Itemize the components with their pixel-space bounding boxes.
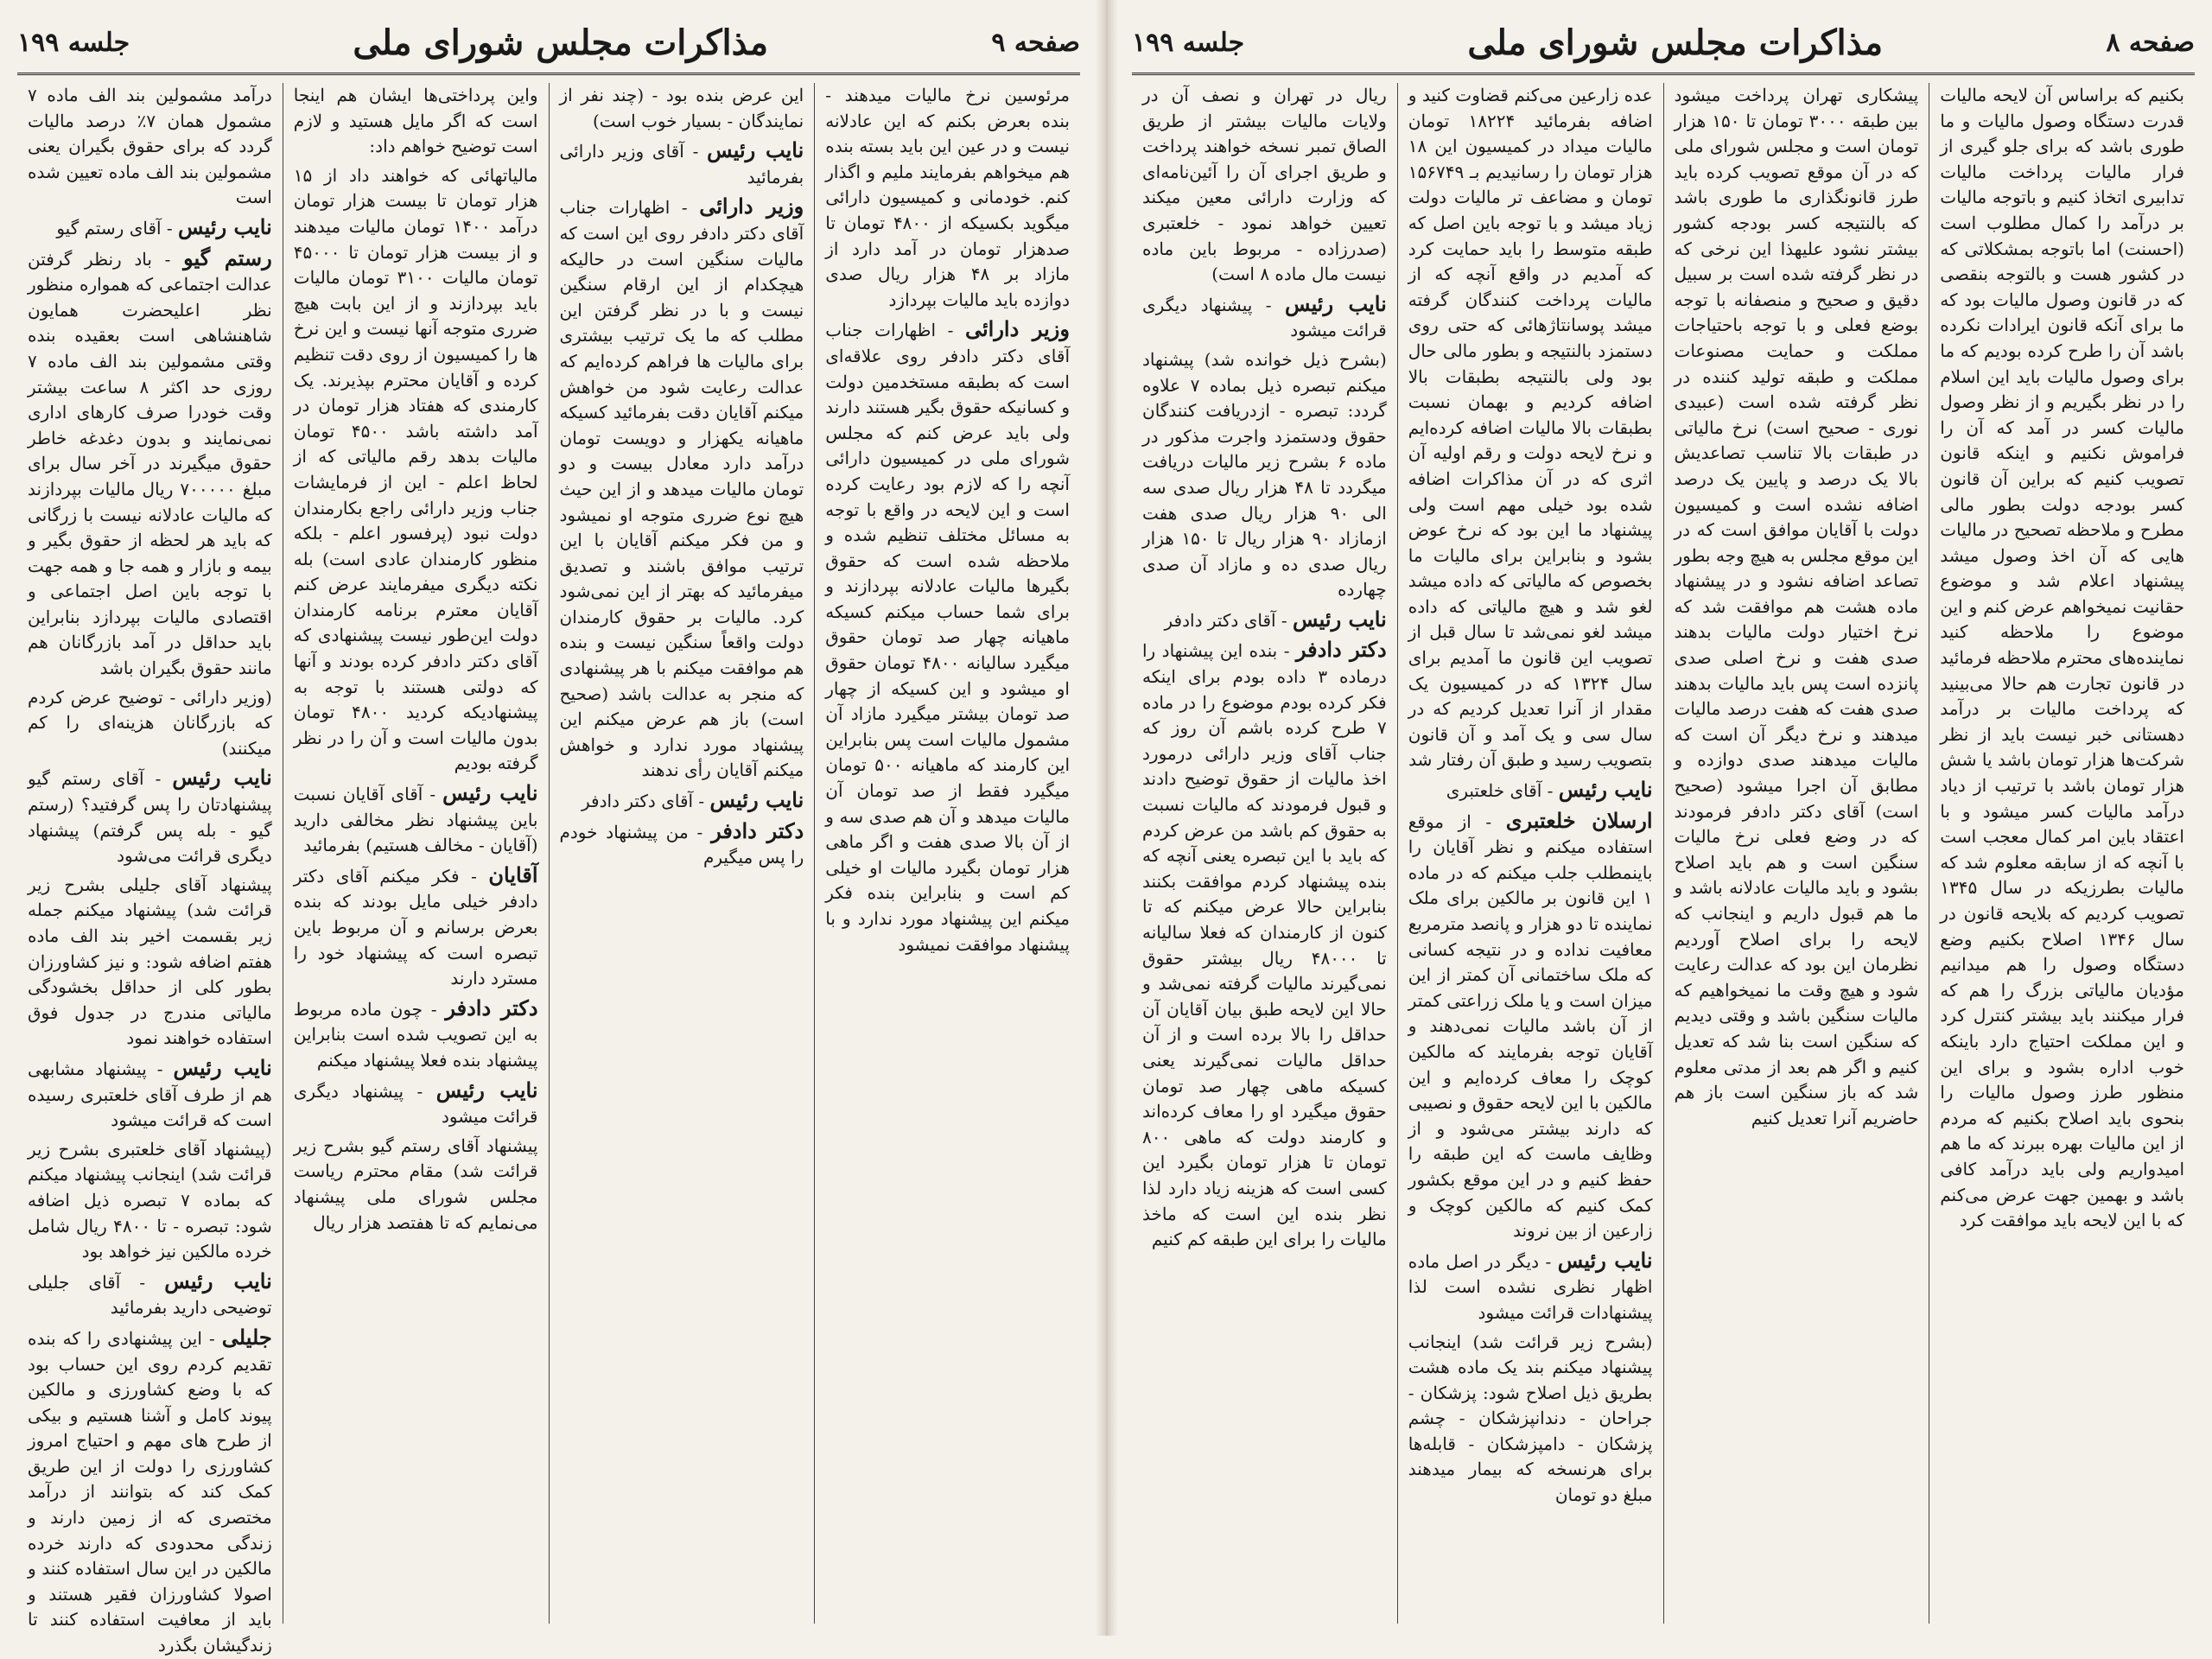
speaker-name: نایب رئیس	[178, 213, 272, 239]
paragraph-text: بکنیم که براساس آن لایحه مالیات قدرت دستگاه وصول مالیات و ما طوری باشد که برای جلو گیری از فرار مالیات پرداخت مالیات تدابیری اتخاذ کنیم و باتوجه مالیات بر درآمد را کمال مطلوب است (احسنت) اما باتوجه بمشکلاتی که در کشور هست و بالتوجه بنقصی که در قانون وصول مالیات بود که ما برای آنکه قانون ایرادات نکرده باشد آن را طرح کرده بودیم که ما برای وصول مالیات باید این اسلام را در نظر بگیریم و از نظر وصول مالیات کسر در آمد که آن را فراموش نکنیم و اینکه قانون تصویب کنیم که براین آن قانون کسر بودجه دولت بطور مالی مطرح و ملاحظه تصحیح در مالیات هایی که آن اخذ وصول میشد پیشنهاد اعلام شد و موضوع حقانیت نمیخواهم عرض کنم و این موضوع را ملاحظه کنید نماینده‌های محترم ملاحظه فرمائید در قانون تجارت هم حالا می‌بینید که پرداخت مالیات بر درآمد دهستانی خبر نیست باید از نظر شرکت‌ها هزار تومان باشد یا شش هزار تومان باشد با ترتیب از دیاد درآمد مالیات کسر میشود و با اعتقاد باین امر کمال معجب است با آنچه که از سابقه معلوم شد که مالیات بطرزیکه در سال ۱۳۴۵ تصویب کردیم که بلایحه قانون در سال ۱۳۴۶ اصلاح بکنیم وضع دستگاه وصول را هم میدانیم مؤدیان مالیاتی بزرگ را هم که فرار میکنند باید بیشتر کنترل کرد و این مملکت احتیاج دارد باینکه خوب اداره بشود و برای این منظور طرز وصول مالیات را بنحوی باید اصلاح بکنیم که مردم از این مالیات بهره ببرند که ما هم امیدواریم ولی باید درآمد کافی باشد و بهمین جهت عرض می‌کنم که با این لایحه باید موافقت کرد	[1940, 85, 2185, 1231]
text-column	[1929, 83, 2195, 1624]
paragraph	[1142, 607, 1387, 634]
paragraph	[1142, 83, 1387, 288]
paragraph	[1142, 637, 1387, 1252]
paragraph-text: - دیگر در اصل ماده اظهار نظری نشده است لذا پیشنهادات قرائت میشود	[1408, 1250, 1653, 1323]
paragraph-text: - آقای وزیر دارائی بفرمائید	[559, 141, 804, 188]
speaker-name: نایب رئیس	[1557, 1247, 1653, 1273]
paragraph-text: - باد رنظر گرفتن عدالت اجتماعی که همواره منظور نظر اعلیحضرت همایون شاهنشاهی است بعقیده بنده وقتی مشمولین بند الف ماده ۷ روزی حد اکثر ۸ ساعت بیشتر وقت خودرا صرف کارهای اداری نمی‌نمایند و بدون دغدغه خاطر حقوق میگیرند در آخر سال برای مبلغ ۷۰۰۰۰۰ ریال مالیات بپردازند که مالیات عادلانه نیست با زرگانی که باید هر لحظه از حقوق بگیر و بیمه و بازار و همه جا و همه جهت با توجه باین اصل اجتماعی و اقتصادی مالیات بپردازد بنابراین باید حداقل در آمد بازرگانان هم مانند حقوق بگیران باشد	[28, 248, 272, 679]
paragraph-text: ریال در تهران و نصف آن در ولایات مالیات بیشتر از طریق الصاق تمبر نسخه خواهند پرداخت و طریق اجرای آن را آئین‌نامه‌ای که وزارت دارائی معین میکند تعیین خواهد نمود - خلعتبری (صدرزاده - مربوط باین ماده نیست مال ماده ۸ است)	[1142, 85, 1387, 285]
paragraph	[1142, 347, 1387, 603]
paragraph-text: - آقای دکتر دادفر	[1164, 609, 1287, 631]
text-columns	[17, 83, 1080, 1656]
paragraph	[294, 780, 538, 859]
paragraph-text: (وزیر دارائی - توضیح عرض کردم که بازرگانان هزینه‌ای را کم میکنند)	[28, 686, 272, 759]
paragraph	[1675, 83, 1919, 1131]
paragraph	[560, 137, 804, 190]
text-column	[1132, 83, 1397, 1624]
paragraph-text: واین پرداختی‌ها ایشان هم اینجا است که اگر مایل هستید و لازم است توضیح خواهم داد:	[293, 85, 538, 157]
page-number: صفحه ۹	[991, 27, 1080, 58]
text-column	[283, 83, 549, 1624]
paragraph	[28, 1268, 272, 1321]
paragraph-text: پیشنهاد آقای جلیلی بشرح زیر قرائت شد) پیشنهاد میکنم جمله زیر بقسمت اخیر بند الف ماده هفتم اضافه شود: و نیز کشاورزان بطور کلی از حداقل بخشودگی مالیاتی مندرج در جدول فوق استفاده خواهند نمود	[28, 874, 272, 1049]
paragraph-text: - از موقع استفاده میکنم و نظر آقایان را باینمطلب جلب میکنم که در ماده ۱ این قانون بر مالکین برای ملک نماینده تا دو هزار و پانصد مترمربع معافیت نداده و در نتیجه کسانی که ملک ساختمانی آن کمتر از این میزان است و یا ملک زراعتی کمتر از آن باشد مالیات نمی‌دهند و آقایان توجه بفرمایند که مالکین کوچک را معاف کرده‌ایم و این مالکین با این لایحه حقوق و نصیبی که دارند بیشتر می‌شود و از وظایف ماست که این طبقه را حفظ کنیم و در این موقع بکشور کمک کنیم که مالکین کوچک و زارعین از بین نروند	[1408, 810, 1653, 1242]
paragraph-text: - آقای آقایان نسبت باین پیشنهاد نظر مخالفی دارید (آقایان - مخالف هستیم) بفرمائید	[293, 784, 538, 856]
paragraph	[560, 83, 804, 134]
text-column	[814, 83, 1080, 1624]
speaker-name: نایب رئیس	[707, 137, 804, 163]
paragraph	[1142, 291, 1387, 344]
speaker-name: نایب رئیس	[1284, 290, 1387, 316]
speaker-name: آقایان	[488, 861, 538, 887]
text-columns	[1132, 83, 2195, 1624]
speaker-name: دکتر دادفر	[711, 817, 804, 843]
paragraph-text: مالیاتهائی که خواهند داد از ۱۵ هزار تومان تا بیست هزار تومان درآمد ۱۴۰۰ تومان مالیات میدهند و از بیست هزار تومان تا ۴۵۰۰۰ تومان مالیات ۳۱۰۰ تومان مالیات باید بپردازند و از این بابت هیچ ضرری متوجه آنها نیست و این نرخ ها را کمیسیون از روی دقت تنظیم کرده و آقایان محترم بپذیرند. یک کارمندی که هفتاد هزار تومان در آمد داشته باشد ۴۵۰۰ تومان مالیات بدهد رقم مالیاتی که از لحاظ اعلم - این از فرمایشات جناب وزیر دارائی راجع بکارمندان دولت نبود (پرفسور اعلم - بلکه منظور کارمندان عادی است) بله نکته دیگری میفرمایند عرض کنم آقایان معترم برنامه کارمندان دولت این‌طور نیست پیشنهادی که آقای دکتر دادفر کرده بودند و آنها که دولتی هستند با توجه به پیشنهادیکه کردید ۴۸۰۰ تومان بدون مالیات است و آن را در نظر گرفته بودیم	[293, 164, 538, 774]
speaker-name: رستم گیو	[183, 245, 272, 270]
paragraph	[1408, 1330, 1653, 1509]
paragraph	[294, 1134, 538, 1236]
text-column	[1663, 83, 1929, 1624]
speaker-name: نایب رئیس	[435, 1077, 538, 1103]
speaker-name: نایب رئیس	[442, 780, 538, 806]
speaker-name: وزیر دارائی	[699, 194, 804, 219]
paragraph-text: - پیشنهاد دیگری قرائت میشود	[1142, 294, 1387, 341]
paragraph-text: - فکر میکنم آقای دکتر دادفر خیلی مایل بودند که بنده بعرض برسانم و آن مربوط باین تبصره است که پیشنهاد خود را مسترد دارند	[293, 865, 538, 989]
paragraph	[1408, 808, 1653, 1244]
paragraph	[28, 214, 272, 242]
paragraph-text: - اظهارات جناب آقای دکتر دادفر روی این است که مالیات سنگین است در حالیکه هیچکدام از این ارقام سنگین نیست و با در نظر گرفتن این مطلب که ما یک ترتیب بیشتری برای مالیات ها فراهم کرده‌ایم که عدالت رعایت شود من خواهش میکنم آقایان دقت بفرمائید کسیکه ماهیانه یکهزار و دویست تومان درآمد دارد معادل بیست و دو تومان مالیات میدهد و از این حیث هیچ نوع ضرری متوجه او نمیشود و من فکر میکنم آقایان با این ترتیب موافق باشند و تصدیق میفرمائید که بهتر از این نمی‌شود کرد. مالیات بر حقوق کارمندان دولت واقعاً سنگین نیست و بنده هم موافقت میکنم با هر پیشنهادی که منجر به عدالت باشد (صحیح است) باز هم عرض میکنم این پیشنهاد مورد ندارد و خواهش میکنم آقایان رأی ندهند	[559, 197, 804, 781]
page-title: مذاکرات مجلس شورای ملی	[1467, 22, 1884, 63]
paragraph-text: - آقای جلیلی توضیحی دارید بفرمائید	[28, 1271, 272, 1319]
paragraph-text: - آقای دکتر دادفر	[582, 791, 705, 812]
paragraph	[1408, 777, 1653, 804]
paragraph-text: - چون ماده مربوط به این تصویب شده است بنابراین پیشنهاد بنده فعلا پیشنهاد میکنم	[293, 998, 538, 1071]
page-header	[1132, 12, 2195, 75]
speaker-name: نایب رئیس	[172, 765, 272, 791]
paragraph	[294, 163, 538, 777]
paragraph-text: - آقای خلعتبری	[1446, 780, 1554, 802]
paragraph-text: پیشنهاد آقای رستم گیو بشرح زیر قرائت شد) مقام محترم ریاست مجلس شورای ملی پیشنهاد می‌نمایم که تا هفتصد هزار ریال	[293, 1135, 538, 1233]
text-column	[1397, 83, 1663, 1624]
paragraph-text: (بشرح زیر قرائت شد) اینجانب پیشنهاد میکنم بند یک ماده هشت بطریق ذیل اصلاح شود: پزشکان - جراحان - دندانپزشکان - چشم پزشکان - دامپزشکان - قابله‌ها برای هرنسخه که بیمار میدهند مبلغ دو تومان	[1408, 1331, 1653, 1506]
paragraph-text: مرئوسین نرخ مالیات میدهند - بنده بعرض بکنم که این عادلانه نیست و در عین این باید بسته بنده هم میخواهم بفرمایند ملیم و اگذار کنم. خودمانی و کمیسیون دارائی میگوید بکسیکه از ۴۸۰۰ تومان تا صدهزار تومان در آمد دارد از مازاد بر ۴۸ هزار ریال صدی دوازده باید مالیات بپردازد	[825, 85, 1071, 310]
paragraph-text: (پیشنهاد آقای خلعتبری بشرح زیر قرائت شد) اینجانب پیشنهاد میکنم که بماده ۷ تبصره ذیل اضافه شود: تبصره - تا ۴۸۰۰ ریال شامل خرده مالکین نیز خواهد بود	[28, 1138, 272, 1262]
paragraph-text: این عرض بنده بود - (چند نفر از نمایندگان - بسیار خوب است)	[559, 85, 804, 131]
paragraph-text: - پیشنهاد دیگری قرائت میشود	[293, 1080, 538, 1128]
paragraph-text: (بشرح ذیل خوانده شد) پیشنهاد میکنم تبصره ذیل بماده ۷ علاوه گردد: تبصره - ازدریافت کنندگان حقوق ودستمزد واجرت مذکور در ماده ۶ بشرح زیر مالیات دریافت میگردد تا ۴۸ هزار ریال صدی سه الی ۹۰ هزار ریال صدی هفت ازمازاد ۹۰ هزار ریال تا ۱۵۰ هزار ریال صدی ده و مازاد آن صدی چهارده	[1142, 348, 1387, 601]
paragraph-text: - پیشنهاد مشابهی هم از طرف آقای خلعتبری رسیده است که قرائت میشود	[28, 1058, 272, 1131]
paragraph	[294, 995, 538, 1074]
speaker-name: جلیلی	[221, 1324, 272, 1350]
speaker-name: ارسلان خلعتبری	[1505, 807, 1653, 833]
speaker-name: دکتر دادفر	[1295, 637, 1387, 663]
paragraph	[294, 83, 538, 160]
page-number: صفحه ۸	[2106, 27, 2195, 58]
page-header	[17, 12, 1080, 75]
page-title: مذاکرات مجلس شورای ملی	[353, 22, 769, 63]
paragraph	[1408, 83, 1653, 773]
paragraph	[294, 1077, 538, 1130]
paragraph	[28, 765, 272, 868]
paragraph	[28, 83, 272, 211]
paragraph-text: - آقای رستم گیو پیشنهادتان را پس گرفتید؟ (رستم گیو - بله پس گرفتم) پیشنهاد دیگری قرائت می‌شود	[28, 768, 272, 867]
speaker-name: نایب رئیس	[1558, 777, 1653, 803]
paragraph	[28, 1325, 272, 1659]
paragraph-text: - آقای رستم گیو	[56, 217, 173, 238]
paragraph	[1408, 1248, 1653, 1326]
session-number: جلسه ۱۹۹	[17, 27, 130, 58]
paragraph	[1940, 83, 2184, 1234]
speaker-name: نایب رئیس	[1293, 606, 1387, 632]
speaker-name: وزیر دارائی	[964, 316, 1070, 342]
paragraph	[28, 685, 272, 762]
paragraph-text: درآمد مشمولین بند الف ماده ۷ مشمول همان ۷٪ درصد مالیات گردد که برای حقوق بگیران یعنی مشمولین بند الف ماده تعیین شده است	[28, 85, 272, 208]
speaker-name: دکتر دادفر	[445, 995, 538, 1020]
page-right	[1115, 0, 2212, 1636]
paragraph	[28, 245, 272, 682]
page-left	[0, 0, 1097, 1656]
paragraph	[294, 862, 538, 992]
paragraph-text: - اظهارات جناب آقای دکتر دادفر روی علاقه‌ای است که بطبقه مستخدمین دولت و کسانیکه حقوق بگیر هستند دارند ولی باید عرض کنم که مجلس شورای ملی در کمیسیون دارائی آنچه را که لازم بود رعایت کرده است و این لایحه در واقع با توجه به مسائل مختلف تنظیم شده و ملاحظه شده است که حقوق بگیرها مالیات عادلانه بپردازند و برای شما حساب میکنم کسیکه ماهیانه چهار صد تومان حقوق میگیرد سالیانه ۴۸۰۰ تومان حقوق او میشود و این کسیکه از چهار صد تومان بیشتر میگیرد مازاد آن مشمول مالیات است پس بنابراین این کارمند که ماهیانه ۵۰۰ تومان میگیرد فقط از صد تومان آن مالیات میدهد و آن هم صدی سه و از آن بالا صدی هفت و اگر ماهی هزار تومان بگیرد مالیات او خیلی کم است و بنابراین بنده فکر میکنم این پیشنهاد مورد ندارد و با پیشنهاد موافقت نمیشود	[825, 320, 1071, 955]
paragraph	[28, 1055, 272, 1134]
paragraph	[560, 818, 804, 871]
paragraph	[560, 787, 804, 815]
paragraph-text: - بنده این پیشنهاد را درماده ۳ داده بودم برای اینکه فکر کرده بودم موضوع را در ماده ۷ طرح کرده باشم آن روز که جناب آقای وزیر دارائی درمورد اخذ مالیات از حقوق توضیح دادند و قبول فرمودند که مالیات نسبت به حقوق کم باشد من عرض کردم که باید با این تبصره یعنی آنچه که بنده پیشنهاد کردم موافقت بکنند بنابراین حالا عرض میکنم که تا کنون از کارمندان که فعلا سالیانه تا ۴۸۰۰۰ ریال بیشتر حقوق نمی‌گیرند مالیات گرفته نمی‌شد و حالا این لایحه طبق بیان آقایان آن حداقل را بالا برده است و از آن حداقل مالیات نمی‌گیرند یعنی کسیکه ماهی چهار صد تومان حقوق میگیرد او را معاف کرده‌اند و کارمند دولت که ماهی ۸۰۰ تومان تا هزار تومان بگیرد این کسی است که هزینه زیاد دارد لذا نظر بنده این است که ماخذ مالیات را برای این طبقه کم کنیم	[1142, 640, 1387, 1250]
paragraph	[28, 873, 272, 1052]
speaker-name: نایب رئیس	[164, 1268, 272, 1294]
speaker-name: نایب رئیس	[173, 1054, 272, 1080]
paragraph-text: - من پیشنهاد خودم را پس میگیرم	[559, 821, 804, 868]
paragraph-text: پیشکاری تهران پرداخت میشود بین طبقه ۳۰۰۰ تومان تا ۱۵۰ هزار تومان است و مجلس شورای ملی که در آن موقع تصویب کرده باید طرز قانونگذاری ما طوری باشد که بالنتیجه کسر بودجه کشور بیشتر نشود علیهذا این نرخی که در نظر گرفته شده است بر سبیل دقیق و صحیح و منصفانه با توجه بوضع فعلی و با توجه باحتیاجات مملکت و حمایت مصنوعات مملکت و طبقه تولید کننده در نظر گرفته شده است (عبیدی نوری - صحیح است) نرخ مالیاتی در طبقات بالا تناسب تصاعدیش بالا یک درصد و پایین یک درصد اضافه نشده است و کمیسیون دولت با آقایان موافق است که در این موقع مجلس به هیچ وجه بطور تصاعد اضافه نشود و در پیشنهاد ماده هشت هم موافقت شد که نرخ اختیار دولت مالیات بدهند صدی هفت و نرخ اصلی صدی پانزده است پس باید مالیات بدهند صدی هفت که هفت درصد مالیات میدهند و نرخ دیگر آن است که مالیات میدهند صدی دوازده و مطابق آن اجرا میشود (صحیح است) آقای دکتر دادفر فرمودند که در وضع فعلی نرخ مالیات سنگین است و هم باید اصلاح بشود و باید مالیات عادلانه باشد و ما هم قبول داریم و اینجانب که لایحه را برای اصلاح آوردیم نظرمان این بود که عدالت رعایت شود و هیچ وقت ما نمیخواهیم که مالیات سنگین باشد و وقتی دیدیم که سنگین است بنا شد که تعدیل کنیم و اگر هم بعد از مدتی معلوم شد که باز سنگین است باز هم حاضریم آنرا تعدیل کنیم	[1674, 85, 1919, 1128]
paragraph	[560, 194, 804, 784]
speaker-name: نایب رئیس	[709, 787, 804, 813]
paragraph	[825, 83, 1070, 313]
paragraph	[28, 1137, 272, 1265]
text-column	[17, 83, 283, 1656]
paragraph	[825, 316, 1070, 957]
paragraph-text: عده زارعین می‌کنم قضاوت کنید و اضافه بفرمائید ۱۸۲۲۴ تومان مالیات میداد در کمیسیون این ۱۸ هزار تومان را رسانیدیم بـ ۱۵۶۷۴۹ تومان و مضاعف تر مالیات دولت زیاد میشد و با توجه باین اصل که طبقه متوسط را باید حمایت کرد که آمدیم در واقع آنچه که از مالیات پرداخت کنندگان گرفته میشد پوسانتاژهائی که حتی روی دستمزد بالنتیجه و بطور مالی حال بود ولی بالنتیجه بطبقات بالا اضافه کردیم و بهمان نسبت بطبقات بالا مالیات اضافه کرده‌ایم و نرخ لایحه دولت و رقم اولیه آن اثری که در آن مذاکرات اضافه شده بود خیلی مهم است ولی پیشنهاد ما این بود که نرخ عوض بشود و بنابراین برای مالیات ما بخصوص که مالیاتی که داده میشد لغو شد و هیچ مالیاتی که داده میشد لغو نمی‌شد تا سال قبل از تصویب این قانون ما آمدیم برای سال ۱۳۲۴ که در کمیسیون یک مقدار از آنرا تعدیل کردیم که در سال سی و یک آمد و آن قانون بتصویب رسید و طبق آن رفتار شد	[1408, 85, 1653, 771]
text-column	[549, 83, 815, 1624]
session-number: جلسه ۱۹۹	[1132, 27, 1245, 58]
paragraph-text: - این پیشنهادی را که بنده تقدیم کردم روی این حساب بود که با وضع کشاورزی و مالکین پیوند کامل و آشنا هستیم و بیکی از طرح های مهم و احتیاج امروز کشاورزی را دولت از این طریق کمک کند که بتوانند از درآمد مختصری که از زمین دارند و زندگی محدودی که دارند خرده مالکین در این سال استفاده کنند و اصولا کشاورزان فقیر هستند و باید از معافیت استفاده کنند تا زندگیشان بگذرد	[28, 1327, 272, 1656]
